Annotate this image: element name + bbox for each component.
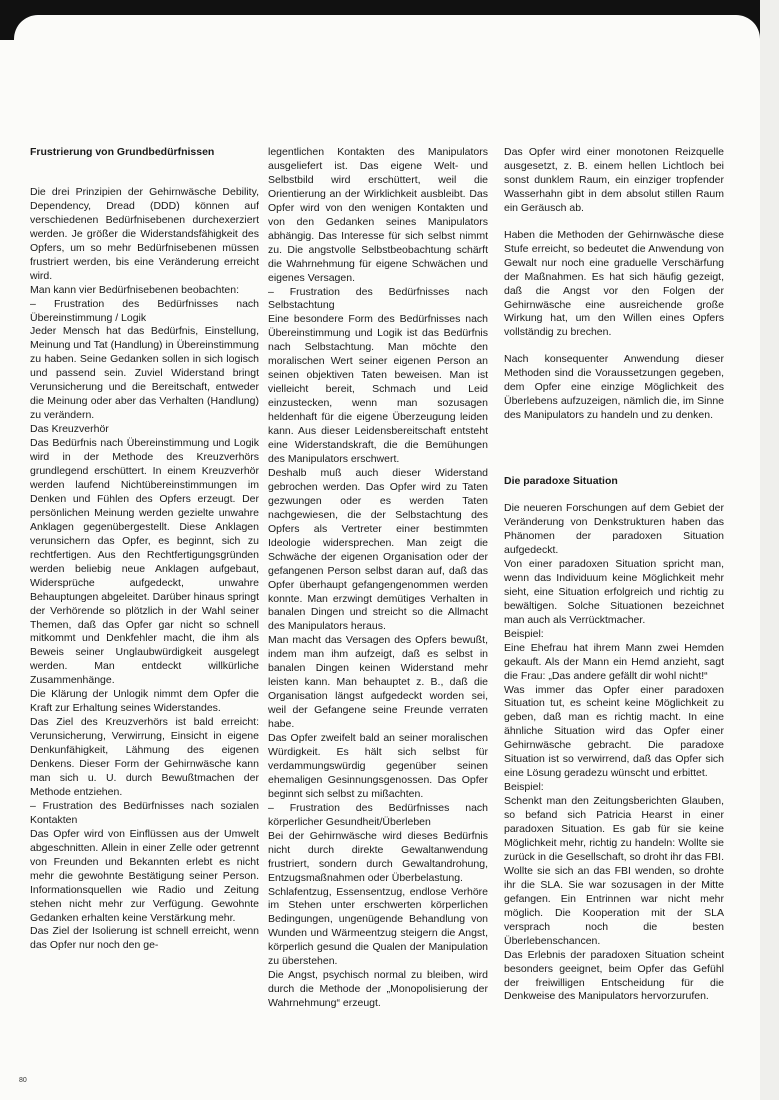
paragraph: Das Kreuzverhör	[30, 423, 109, 436]
paragraph: Deshalb muß auch dieser Widerstand gebrochen werden. Das Opfer wird zu Taten gezwungen oder es werden Taten nachgewiesen, die der Selbstachtung des Opfers als Vertreter einer bestimmten Ideologie widersprechen. Man zeigt die Schwäche der eigenen Organisation oder der gefangenen Person selbst daran auf, daß das Opfer überhaupt gefangengenommen werden konnte. Man erzwingt demütiges Verhalten in banalen Dingen und streicht so die Allmacht des Manipulators heraus.	[268, 466, 488, 633]
text-column-2	[268, 146, 488, 1096]
paragraph: – Frustration des Bedürfnisses nach Selbstachtung	[268, 285, 488, 312]
scan-right-edge	[760, 0, 779, 1100]
paragraph: Schlafentzug, Essensentzug, endlose Verhöre im Stehen unter erschwerten körperlichen Bedingungen, ungenügende Behandlung von Wunden und Wärmeentzug steigern die Angst, körperlich gesund die Qualen der Manipulation zu überstehen.	[268, 885, 488, 968]
paragraph: Was immer das Opfer einer paradoxen Situation tut, es scheint keine Möglichkeit zu geben, daß man es richtig macht. In eine ähnliche Situation wird das Opfer einer Gehirnwäsche gebracht. Die paradoxe Situation ist so verwirrend, daß das Opfer sich eine Lösung geradezu wünscht und erbittet.	[504, 683, 724, 780]
paragraph: Nach konsequenter Anwendung dieser Methoden sind die Voraussetzungen gegeben, dem Opfer eine einzige Möglichkeit des Überlebens aufzuzeigen, nämlich die, im Sinne des Manipulators zu handeln und zu denken.	[504, 353, 724, 422]
paragraph: Die neueren Forschungen auf dem Gebiet der Veränderung von Denkstrukturen haben das Phänomen der paradoxen Situation aufgedeckt.	[504, 502, 724, 556]
paragraph: Das Erlebnis der paradoxen Situation scheint besonders geeignet, beim Opfer das Gefühl der freiwilligen Entscheidung für die Denkweise des Manipulators hervorzurufen.	[504, 948, 724, 1003]
paragraph: – Frustration des Bedürfnisses nach körperlicher Gesundheit/Überleben	[268, 801, 488, 828]
paragraph: – Frustration des Bedürfnisses nach Übereinstimmung / Logik	[30, 297, 259, 324]
paragraph: Jeder Mensch hat das Bedürfnis, Einstellung, Meinung und Tat (Handlung) in Übereinstimmung zu haben. Seine Gedanken sollen in sich logisch und passend sein. Zuviel Widerstand bringt Verunsicherung und die Bereitschaft, entweder die Meinung oder aber das Verhalten (Handlung) zu verändern.	[30, 325, 259, 422]
paragraph: legentlichen Kontakten des Manipulators ausgeliefert ist. Das eigene Welt- und Selbstbild wird erschüttert, weil die Orientierung an der Wirklichkeit ausbleibt. Das Opfer wird von den wenigen Kontakten und von den Gedanken seines Manipulators abhängig. Das Interesse für sich selbst nimmt zu. Die angstvolle Selbstbeobachtung schärft die Wahrnehmung für eigene Schwächen und eigenes Versagen.	[268, 146, 488, 284]
paragraph: Beispiel:	[504, 627, 544, 640]
paragraph: Von einer paradoxen Situation spricht man, wenn das Individuum keine Möglichkeit mehr sieht, eine Situation erfolgreich und richtig zu bewältigen. Solche Situationen bezeichnet man auch als Verrücktmacher.	[504, 557, 724, 626]
paragraph: Haben die Methoden der Gehirnwäsche diese Stufe erreicht, so bedeutet die Anwendung von Gewalt nur noch eine graduelle Verschärfung der Maßnahmen. Es hat sich häufig gezeigt, daß die Angst vor den Folgen der Gehirnwäsche eine ausreichende große Wirkung hat, um den Willen eines Opfers vollständig zu brechen.	[504, 228, 724, 339]
paragraph: Das Ziel der Isolierung ist schnell erreicht, wenn das Opfer nur noch den ge-	[30, 925, 259, 952]
paragraph: Das Opfer wird von Einflüssen aus der Umwelt abgeschnitten. Allein in einer Zelle oder getrennt von Freunden und Bekannten erlebt es nicht mehr die gewohnte Bestätigung seiner Person. Informationsquellen wie Radio und Zeitung stehen nicht mehr zur Verfügung. Gewohnte Gedanken erhalten keine Verstärkung mehr.	[30, 827, 259, 924]
paragraph: Eine Ehefrau hat ihrem Mann zwei Hemden gekauft. Als der Mann ein Hemd anzieht, sagt die Frau: „Das andere gefällt dir wohl nicht!“	[504, 641, 724, 682]
paragraph: Die drei Prinzipien der Gehirnwäsche Debility, Dependency, Dread (DDD) können auf verschiedenen Bedürfnisebenen durchexerziert werden. Je größer die Widerstandsfähigkeit des Opfers, um so mehr Bedürfnisebenen müssen frustriert werden, bis eine Veränderung erreicht wird.	[30, 185, 259, 282]
paragraph: Man macht das Versagen des Opfers bewußt, indem man ihm aufzeigt, daß es selbst in banalen Dingen keinen Widerstand mehr leisten kann. Man behauptet z. B., daß die Organisation längst aufgedeckt worden sei, weil der Gefangene seine Freunde verraten habe.	[268, 634, 488, 731]
paragraph: Eine besondere Form des Bedürfnisses nach Übereinstimmung und Logik ist das Bedürfnis nach Selbstachtung. Man möchte den moralischen Wert seiner eigenen Person an seinen objektiven Taten beweisen. Man ist vielleicht bereit, Schmach und Leid einzustecken, wenn man sozusagen heldenhaft für die eigene Überzeugung leiden kann. Aus dieser Leidensbereitschaft entsteht eine Widerstandskraft, die die Bemühungen des Manipulators erschwert.	[268, 313, 488, 465]
paragraph: Das Opfer wird einer monotonen Reizquelle ausgesetzt, z. B. einem hellen Lichtloch bei sonst dunklem Raum, ein einziger tropfender Wasserhahn gibt in dem absolut stillen Raum ein Geräusch ab.	[504, 146, 724, 214]
paragraph: Schenkt man den Zeitungsberichten Glauben, so befand sich Patricia Hearst in einer paradoxen Situation. Es gab für sie keine Möglichkeit mehr, richtig zu handeln: Wollte sie zurück in die Gesellschaft, so droht ihr das FBI. Wollte sie sich an das FBI wenden, so drohte ihr die SLA. Sie war sozusagen in der Mitte gefangen. Ein Entrinnen war nicht mehr möglich. Die Kooperation mit der SLA versprach noch die besten Überlebenschancen.	[504, 795, 724, 947]
text-column-3	[504, 146, 724, 1096]
paragraph: Die Angst, psychisch normal zu bleiben, wird durch die Methode der „Monopolisierung der Wahrnehmung“ erzeugt.	[268, 969, 488, 1010]
paragraph: Beispiel:	[504, 781, 544, 794]
paragraph: Die Klärung der Unlogik nimmt dem Opfer die Kraft zur Erhaltung seines Widerstandes.	[30, 688, 259, 715]
paragraph: – Frustration des Bedürfnisses nach sozialen Kontakten	[30, 799, 259, 826]
section-heading: Frustrierung von Grundbedürfnissen	[30, 146, 215, 158]
paragraph: Bei der Gehirnwäsche wird dieses Bedürfnis nicht durch direkte Gewaltanwendung frustriert, sondern durch Gewaltandrohung, Entzugsmaßnahmen oder Überbelastung.	[268, 829, 488, 884]
section-heading: Die paradoxe Situation	[504, 475, 618, 488]
paragraph: Das Ziel des Kreuzverhörs ist bald erreicht: Verunsicherung, Verwirrung, Einsicht in eigene Denkunfähigkeit, Lähmung des eigenen Denkens. Dieser Form der Gehirnwäsche kann man sich u. U. durch Bewußtmachen der Methode entziehen.	[30, 716, 259, 798]
page-number: 80	[19, 1077, 27, 1084]
paragraph: Das Opfer zweifelt bald an seiner moralischen Würdigkeit. Es hält sich selbst für verdammungswürdig gegenüber seinen ehemaligen Gesinnungsgenossen. Das Opfer beginnt sich selbst zu mißachten.	[268, 732, 488, 800]
text-column-1	[30, 146, 259, 1096]
paragraph: Man kann vier Bedürfnisebenen beobachten:	[30, 283, 239, 296]
paragraph: Das Bedürfnis nach Übereinstimmung und Logik wird in der Methode des Kreuzverhörs grundlegend erschüttert. In einem Kreuzverhör werden laufend Nichtübereinstimmungen im Denken und Fühlen des Opfers erzeugt. Der persönlichen Meinung werden gezielte unwahre Anklagen gegenübergestellt. Diese Anklagen verunsichern das Opfer, es beginnt, sich zu rechtfertigen. Aus den Rechtfertigungsgründen werden beliebig neue Anklagen aufgebaut, Widersprüche aufgedeckt, unwahre Behauptungen abgeleitet. Darüber hinaus springt der Verhörende so plötzlich in der Wahl seiner Themen, daß das Opfer gar nicht so schnell mitkommt und Denkfehler macht, die ihm als Beweis seiner Unglaubwürdigkeit ausgelegt werden. Man entdeckt willkürliche Zusammenhänge.	[30, 437, 259, 687]
